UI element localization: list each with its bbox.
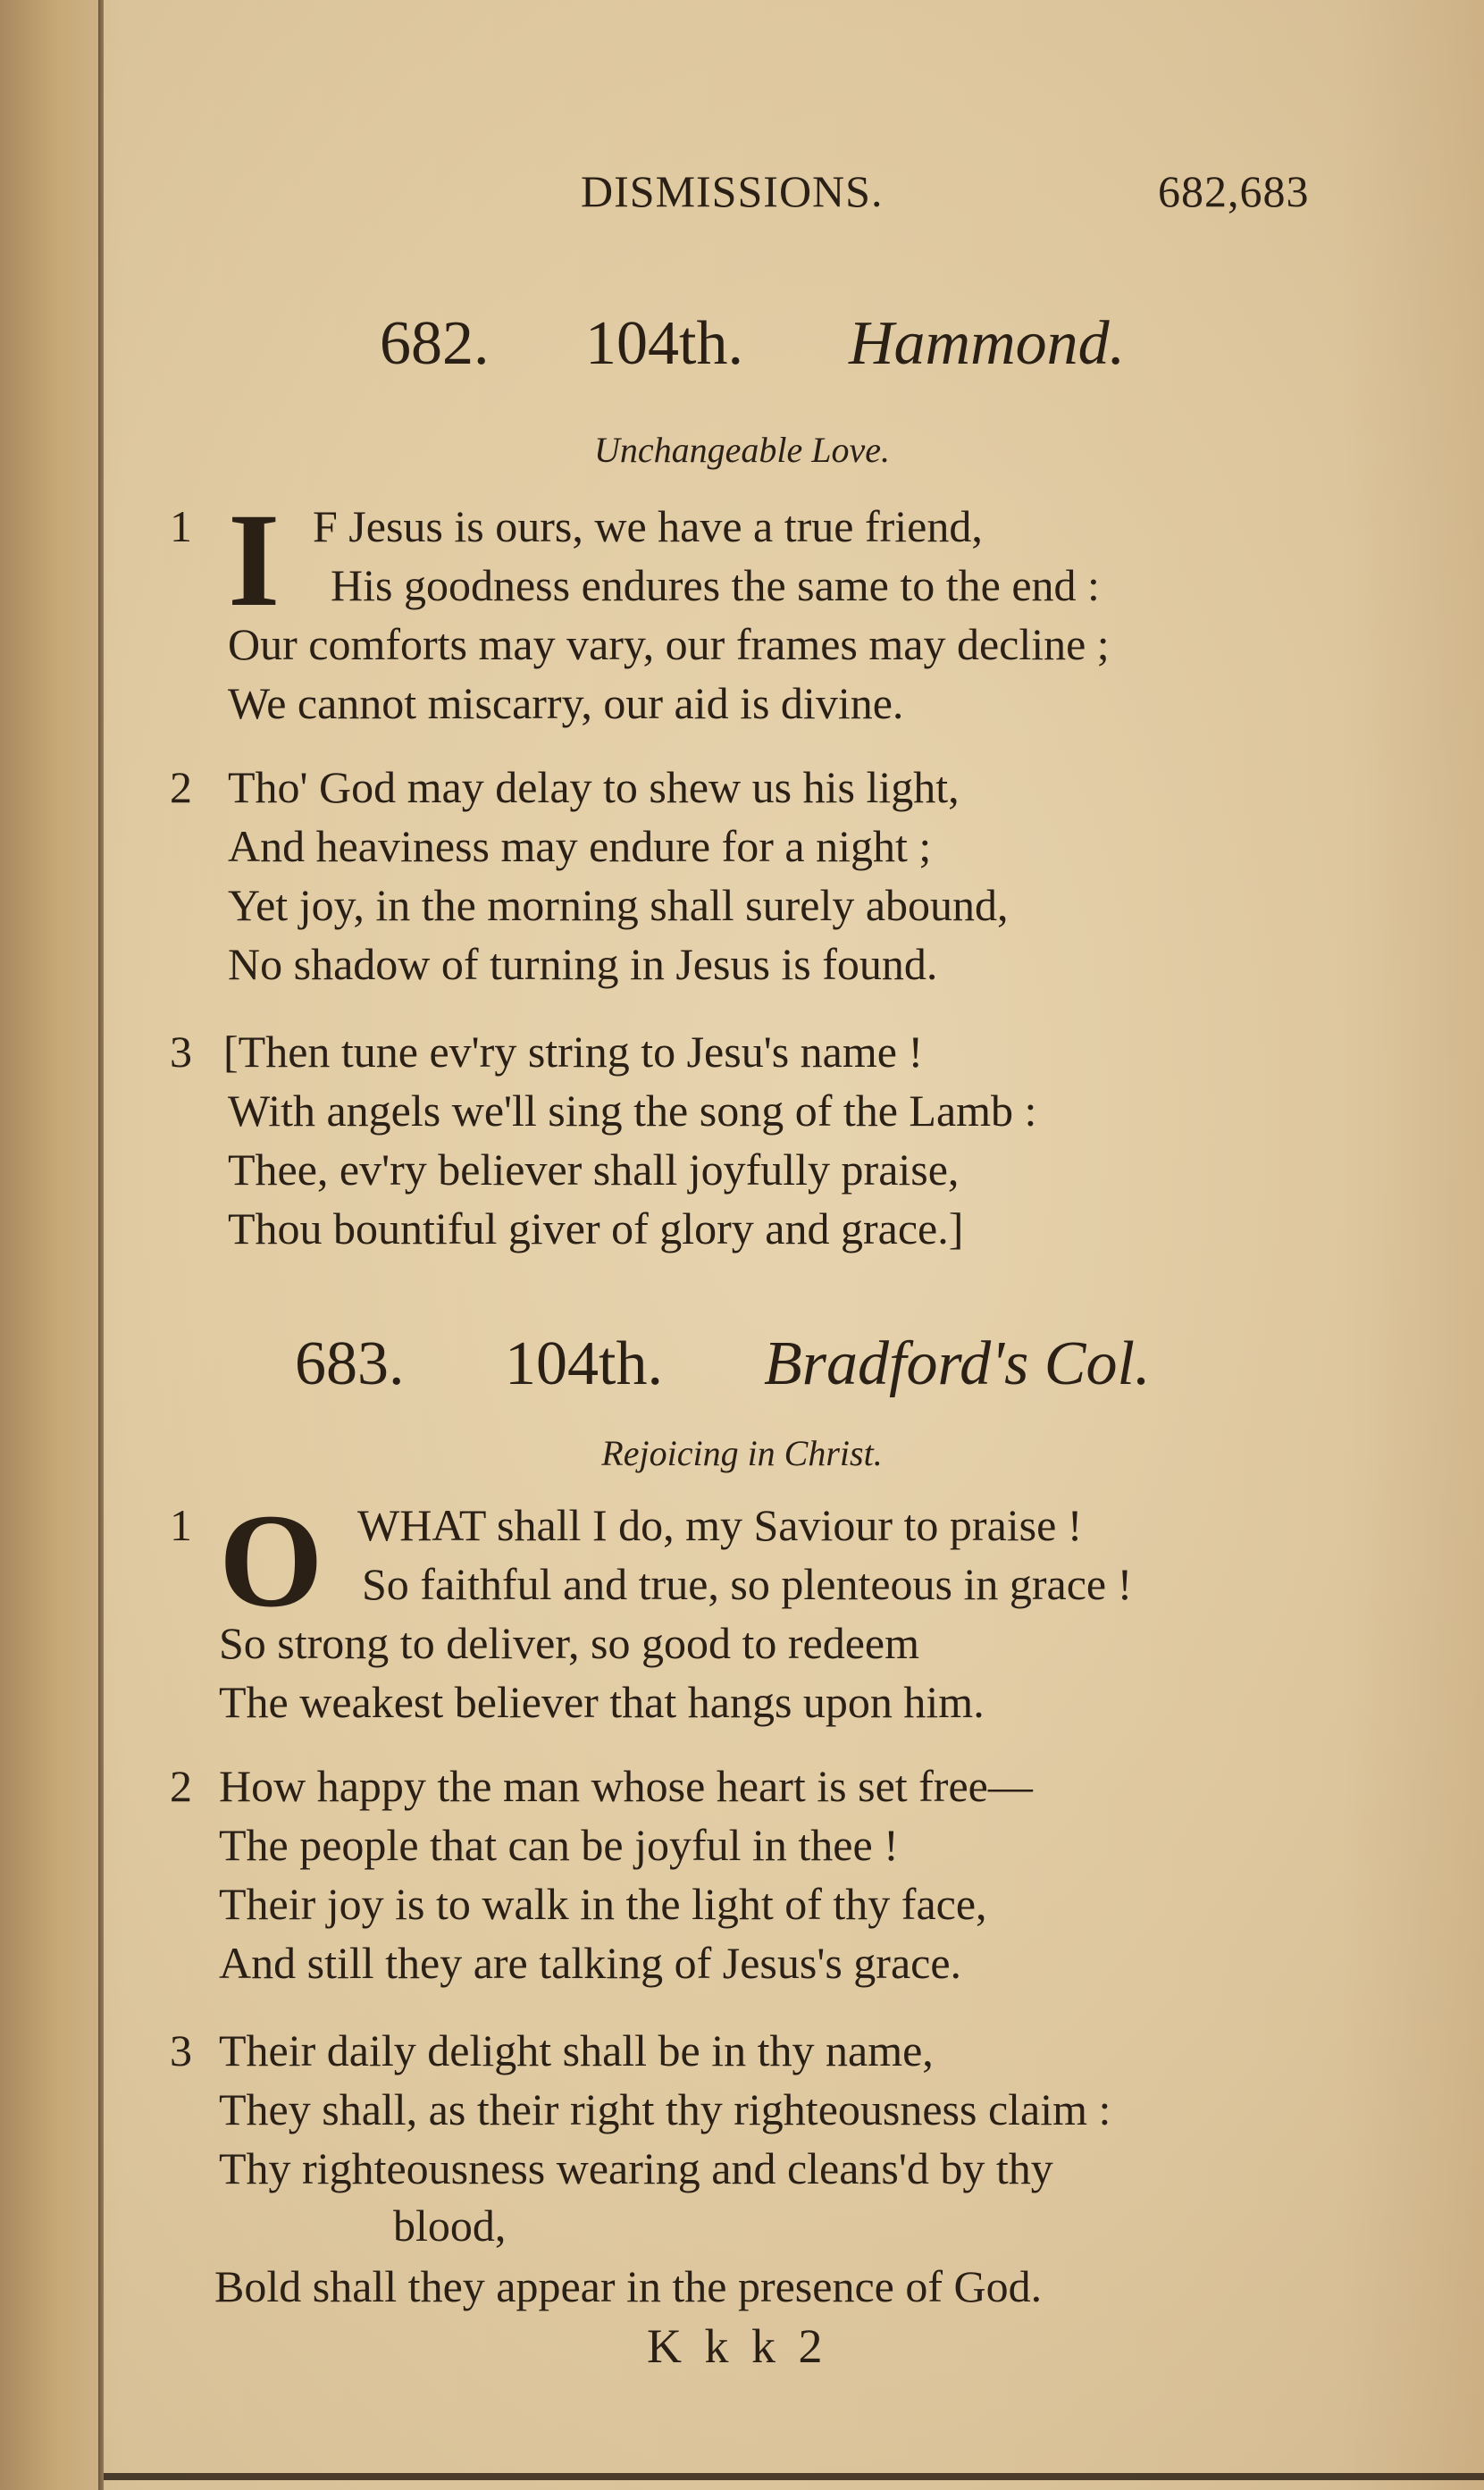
- hymn-tune: Hammond.: [849, 309, 1126, 378]
- verse-line: They shall, as their right thy righteousness claim :: [219, 2084, 1111, 2134]
- verse-line: And heaviness may endure for a night ;: [228, 821, 932, 871]
- hymn-683-heading: [0, 1329, 1484, 1409]
- verse-number: 2: [170, 1761, 192, 1811]
- running-head: [0, 165, 1484, 219]
- verse-number: 1: [170, 501, 192, 551]
- verse-line: With angels we'll sing the song of the Lamb :: [228, 1086, 1037, 1136]
- verse-line: Thou bountiful giver of glory and grace.]: [228, 1203, 964, 1253]
- verse-number: 2: [170, 762, 192, 812]
- verse-number: 3: [170, 2025, 192, 2075]
- hymn-meter: 104th.: [505, 1329, 663, 1398]
- verse-line: WHAT shall I do, my Saviour to praise !: [357, 1500, 1083, 1550]
- hymn-tune: Bradford's Col.: [764, 1329, 1151, 1398]
- verse-number: 1: [170, 1500, 192, 1550]
- hymn-number: 683.: [295, 1329, 405, 1398]
- verse-line: Bold shall they appear in the presence of God.: [214, 2261, 1043, 2311]
- verse-line: So strong to deliver, so good to redeem: [219, 1618, 919, 1668]
- verse-line: Their joy is to walk in the light of thy face,: [219, 1879, 987, 1929]
- hymn-meter: 104th.: [585, 309, 743, 378]
- verse-line: So faithful and true, so plenteous in grace !: [362, 1559, 1133, 1609]
- verse-line: Their daily delight shall be in thy name,: [219, 2025, 934, 2075]
- verse-number: 3: [170, 1027, 192, 1077]
- verse-line: blood,: [393, 2201, 507, 2251]
- verse-line: Yet joy, in the morning shall surely abound,: [228, 880, 1009, 930]
- verse-line: [Then tune ev'ry string to Jesu's name !: [223, 1027, 924, 1077]
- verse-line: The people that can be joyful in thee !: [219, 1820, 899, 1870]
- drop-cap: I: [228, 486, 281, 634]
- verse-line: Thy righteousness wearing and cleans'd by thy: [219, 2143, 1053, 2193]
- verse-line: And still they are talking of Jesus's grace.: [219, 1938, 962, 1988]
- hymn-682-heading: [0, 308, 1484, 389]
- verse-line: We cannot miscarry, our aid is divine.: [228, 678, 904, 728]
- verse-line: No shadow of turning in Jesus is found.: [228, 939, 938, 989]
- verse-line: How happy the man whose heart is set free—: [219, 1761, 1033, 1811]
- running-head-title: DISMISSIONS.: [581, 166, 884, 216]
- verse-line: The weakest believer that hangs upon him.: [219, 1677, 985, 1727]
- hymn-682-subtitle: Unchangeable Love.: [593, 430, 890, 470]
- hymn-683-subtitle: Rejoicing in Christ.: [601, 1433, 883, 1473]
- signature-mark: K k k 2: [647, 2319, 828, 2373]
- verse-line: His goodness endures the same to the end :: [331, 560, 1100, 610]
- page-bottom-edge: [104, 2473, 1484, 2480]
- verse-line: Thee, ev'ry believer shall joyfully praise,: [228, 1144, 960, 1195]
- verse-line: Our comforts may vary, our frames may decline ;: [228, 619, 1110, 669]
- verse-line: F Jesus is ours, we have a true friend,: [313, 501, 983, 551]
- drop-cap: O: [219, 1487, 323, 1635]
- running-head-page-numbers: 682,683: [1158, 166, 1310, 216]
- verse-line: Tho' God may delay to shew us his light,: [228, 762, 960, 812]
- hymn-number: 682.: [380, 309, 490, 378]
